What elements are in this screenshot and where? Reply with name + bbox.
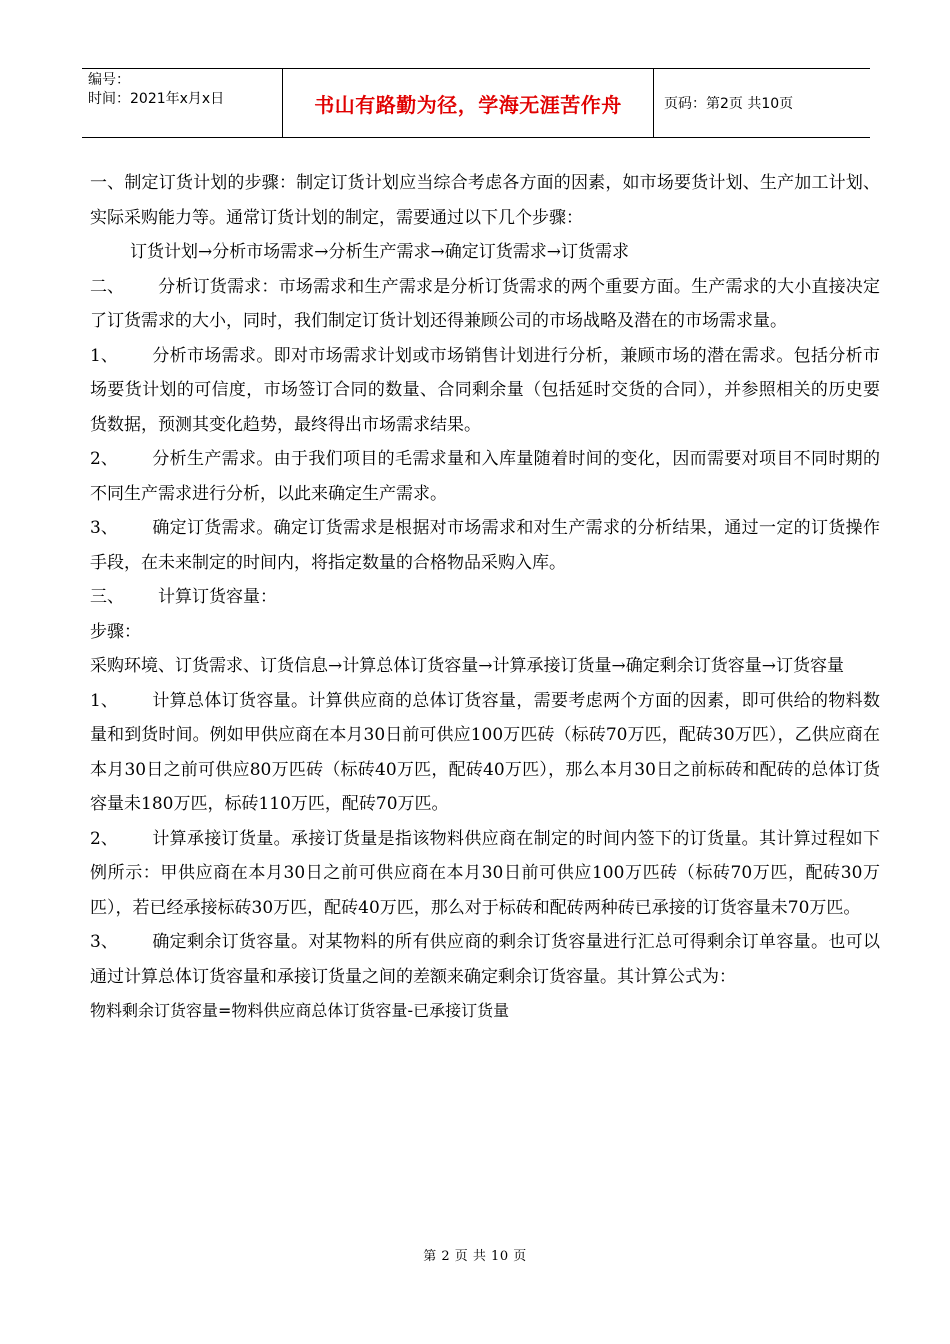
item-text: 计算总体订货容量。计算供应商的总体订货容量，需要考虑两个方面的因素，即可供给的物料数量和到货时间。例如甲供应商在本月30日前可供应100万匹砖（标砖70万匹，配砖30万匹），乙供应商在本月30日之前可供应80万匹砖（标砖40万匹，配砖40万匹），那么本月30日之前标砖和配砖的总体订货容量未180万匹，标砖110万匹，配砖70万匹。 <box>90 690 880 814</box>
document-body <box>90 166 880 1029</box>
formula: 物料剩余订货容量=物料供应商总体订货容量-已承接订货量 <box>90 1001 510 1020</box>
list-item-3 <box>90 511 880 580</box>
list-item-1 <box>90 339 880 443</box>
item-number: 1、 <box>90 690 118 711</box>
item-text: 分析生产需求。由于我们项目的毛需求量和入库量随着时间的变化，因而需要对项目不同时期的不同生产需求进行分析，以此来确定生产需求。 <box>90 449 880 504</box>
item-text: 计算承接订货量。承接订货量是指该物料供应商在制定的时间内签下的订货量。其计算过程如下例所示：甲供应商在本月30日之前可供应商在本月30日前可供应100万匹砖（标砖70万匹，配砖30万匹），若已经承接标砖30万匹，配砖40万匹，那么对于标砖和配砖两种砖已承接的订货容量未70万匹。 <box>90 828 880 918</box>
page-footer: 第 2 页 共 10 页 <box>423 1249 527 1264</box>
paragraph-section-2 <box>90 270 880 339</box>
section-text: 分析订货需求：市场需求和生产需求是分析订货需求的两个重要方面。生产需求的大小直接决定了订货需求的大小，同时，我们制定订货计划还得兼顾公司的市场战略及潜在的市场需求量。 <box>90 276 880 331</box>
paragraph-section-1: 一、制定订货计划的步骤：制定订货计划应当综合考虑各方面的因素，如市场要货计划、生产加工计划、实际采购能力等。通常订货计划的制定，需要通过以下几个步骤： <box>90 173 880 228</box>
header-page-info: 页码：第2页 共10页 <box>664 96 794 112</box>
steps-flow: 采购环境、订货需求、订货信息→计算总体订货容量→计算承接订货量→确定剩余订货容量→订货容量 <box>90 656 844 676</box>
document-time-label: 时间：2021年x月x日 <box>88 91 225 107</box>
item-number: 1、 <box>90 345 118 366</box>
list-item-calc-2 <box>90 822 880 926</box>
item-text: 分析市场需求。即对市场需求计划或市场销售计划进行分析，兼顾市场的潜在需求。包括分析市场要货计划的可信度，市场签订合同的数量、合同剩余量（包括延时交货的合同），并参照相关的历史要货数据，预测其变化趋势，最终得出市场需求结果。 <box>90 345 880 435</box>
item-text: 确定剩余订货容量。对某物料的所有供应商的剩余订货容量进行汇总可得剩余订单容量。也可以通过计算总体订货容量和承接订货量之间的差额来确定剩余订货容量。其计算公式为： <box>90 932 880 987</box>
paragraph-flow-1: 订货计划→分析市场需求→分析生产需求→确定订货需求→订货需求 <box>130 242 629 262</box>
item-number: 2、 <box>90 828 118 849</box>
item-number: 3、 <box>90 518 118 538</box>
section-number: 三、 <box>90 587 124 607</box>
page-header <box>82 68 870 138</box>
steps-label: 步骤： <box>90 621 141 642</box>
item-number: 3、 <box>90 932 118 952</box>
list-item-calc-3 <box>90 925 880 994</box>
item-number: 2、 <box>90 449 118 469</box>
document-number-label: 编号： <box>88 72 130 88</box>
item-text: 确定订货需求。确定订货需求是根据对市场需求和对生产需求的分析结果，通过一定的订货操作手段，在未来制定的时间内，将指定数量的合格物品采购入库。 <box>90 518 880 573</box>
section-text: 计算订货容量： <box>158 587 277 607</box>
paragraph-section-3 <box>90 580 880 615</box>
header-meta <box>82 69 282 137</box>
header-motto: 书山有路勤为径，学海无涯苦作舟 <box>282 69 654 137</box>
list-item-calc-1 <box>90 684 880 822</box>
list-item-2 <box>90 442 880 511</box>
section-number: 二、 <box>90 276 124 297</box>
